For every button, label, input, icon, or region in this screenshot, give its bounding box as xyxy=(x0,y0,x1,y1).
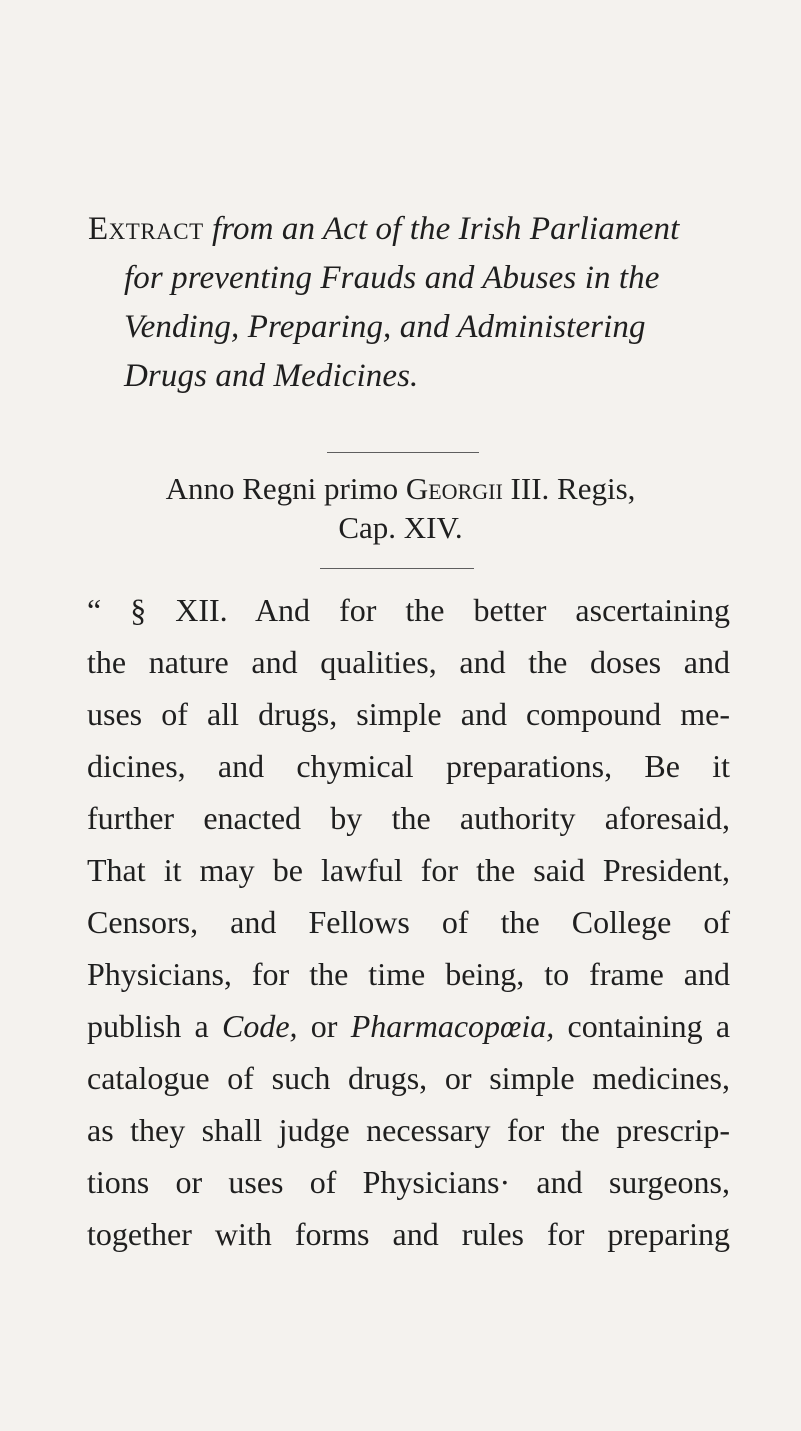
body-line: dicines, and chymical preparations, Be it xyxy=(87,748,730,784)
body-segment: containing a xyxy=(567,1008,731,1044)
bottom-divider xyxy=(320,568,474,569)
body-segment: or xyxy=(310,1008,338,1044)
document-heading xyxy=(88,205,728,401)
heading-line-2: for preventing Frauds and Abuses in the xyxy=(124,260,660,296)
body-line: further enacted by the authority aforesaid, xyxy=(87,800,730,836)
body-segment: publish a xyxy=(87,1008,209,1044)
body-line: uses of all drugs, simple and compound me- xyxy=(87,696,730,732)
act-reference-line xyxy=(0,469,801,509)
code-term: Code, xyxy=(221,1008,298,1044)
body-line: as they shall judge necessary for the prescrip- xyxy=(87,1112,730,1148)
body-line: Physicians, for the time being, to frame and xyxy=(87,956,730,992)
body-line: That it may be lawful for the said President, xyxy=(87,852,730,888)
body-line: catalogue of such drugs, or simple medicines, xyxy=(87,1060,730,1096)
heading-lead-word: Extract xyxy=(88,211,204,247)
pharmacopoeia-term: Pharmacopœia, xyxy=(350,1008,555,1044)
body-line: the nature and qualities, and the doses and xyxy=(87,644,730,680)
act-line-start: Anno Regni primo xyxy=(165,471,399,506)
top-divider xyxy=(327,452,479,453)
body-line: tions or uses of Physicians· and surgeons, xyxy=(87,1164,730,1200)
body-line: Censors, and Fellows of the College of xyxy=(87,904,730,940)
heading-line-3: Vending, Preparing, and Administering xyxy=(124,309,646,345)
act-line-end: III. Regis, xyxy=(510,471,636,506)
heading-line-4: Drugs and Medicines. xyxy=(124,358,419,394)
body-text xyxy=(87,584,730,1260)
body-line-with-italics xyxy=(87,1000,730,1052)
body-line: together with forms and rules for preparing xyxy=(87,1216,730,1252)
act-king-name: Georgii xyxy=(405,471,503,506)
heading-line-1: from an Act of the Irish Parliament xyxy=(212,211,680,247)
body-line: “ § XII. And for the better ascertaining xyxy=(87,592,730,628)
chapter-reference: Cap. XIV. xyxy=(338,510,463,545)
